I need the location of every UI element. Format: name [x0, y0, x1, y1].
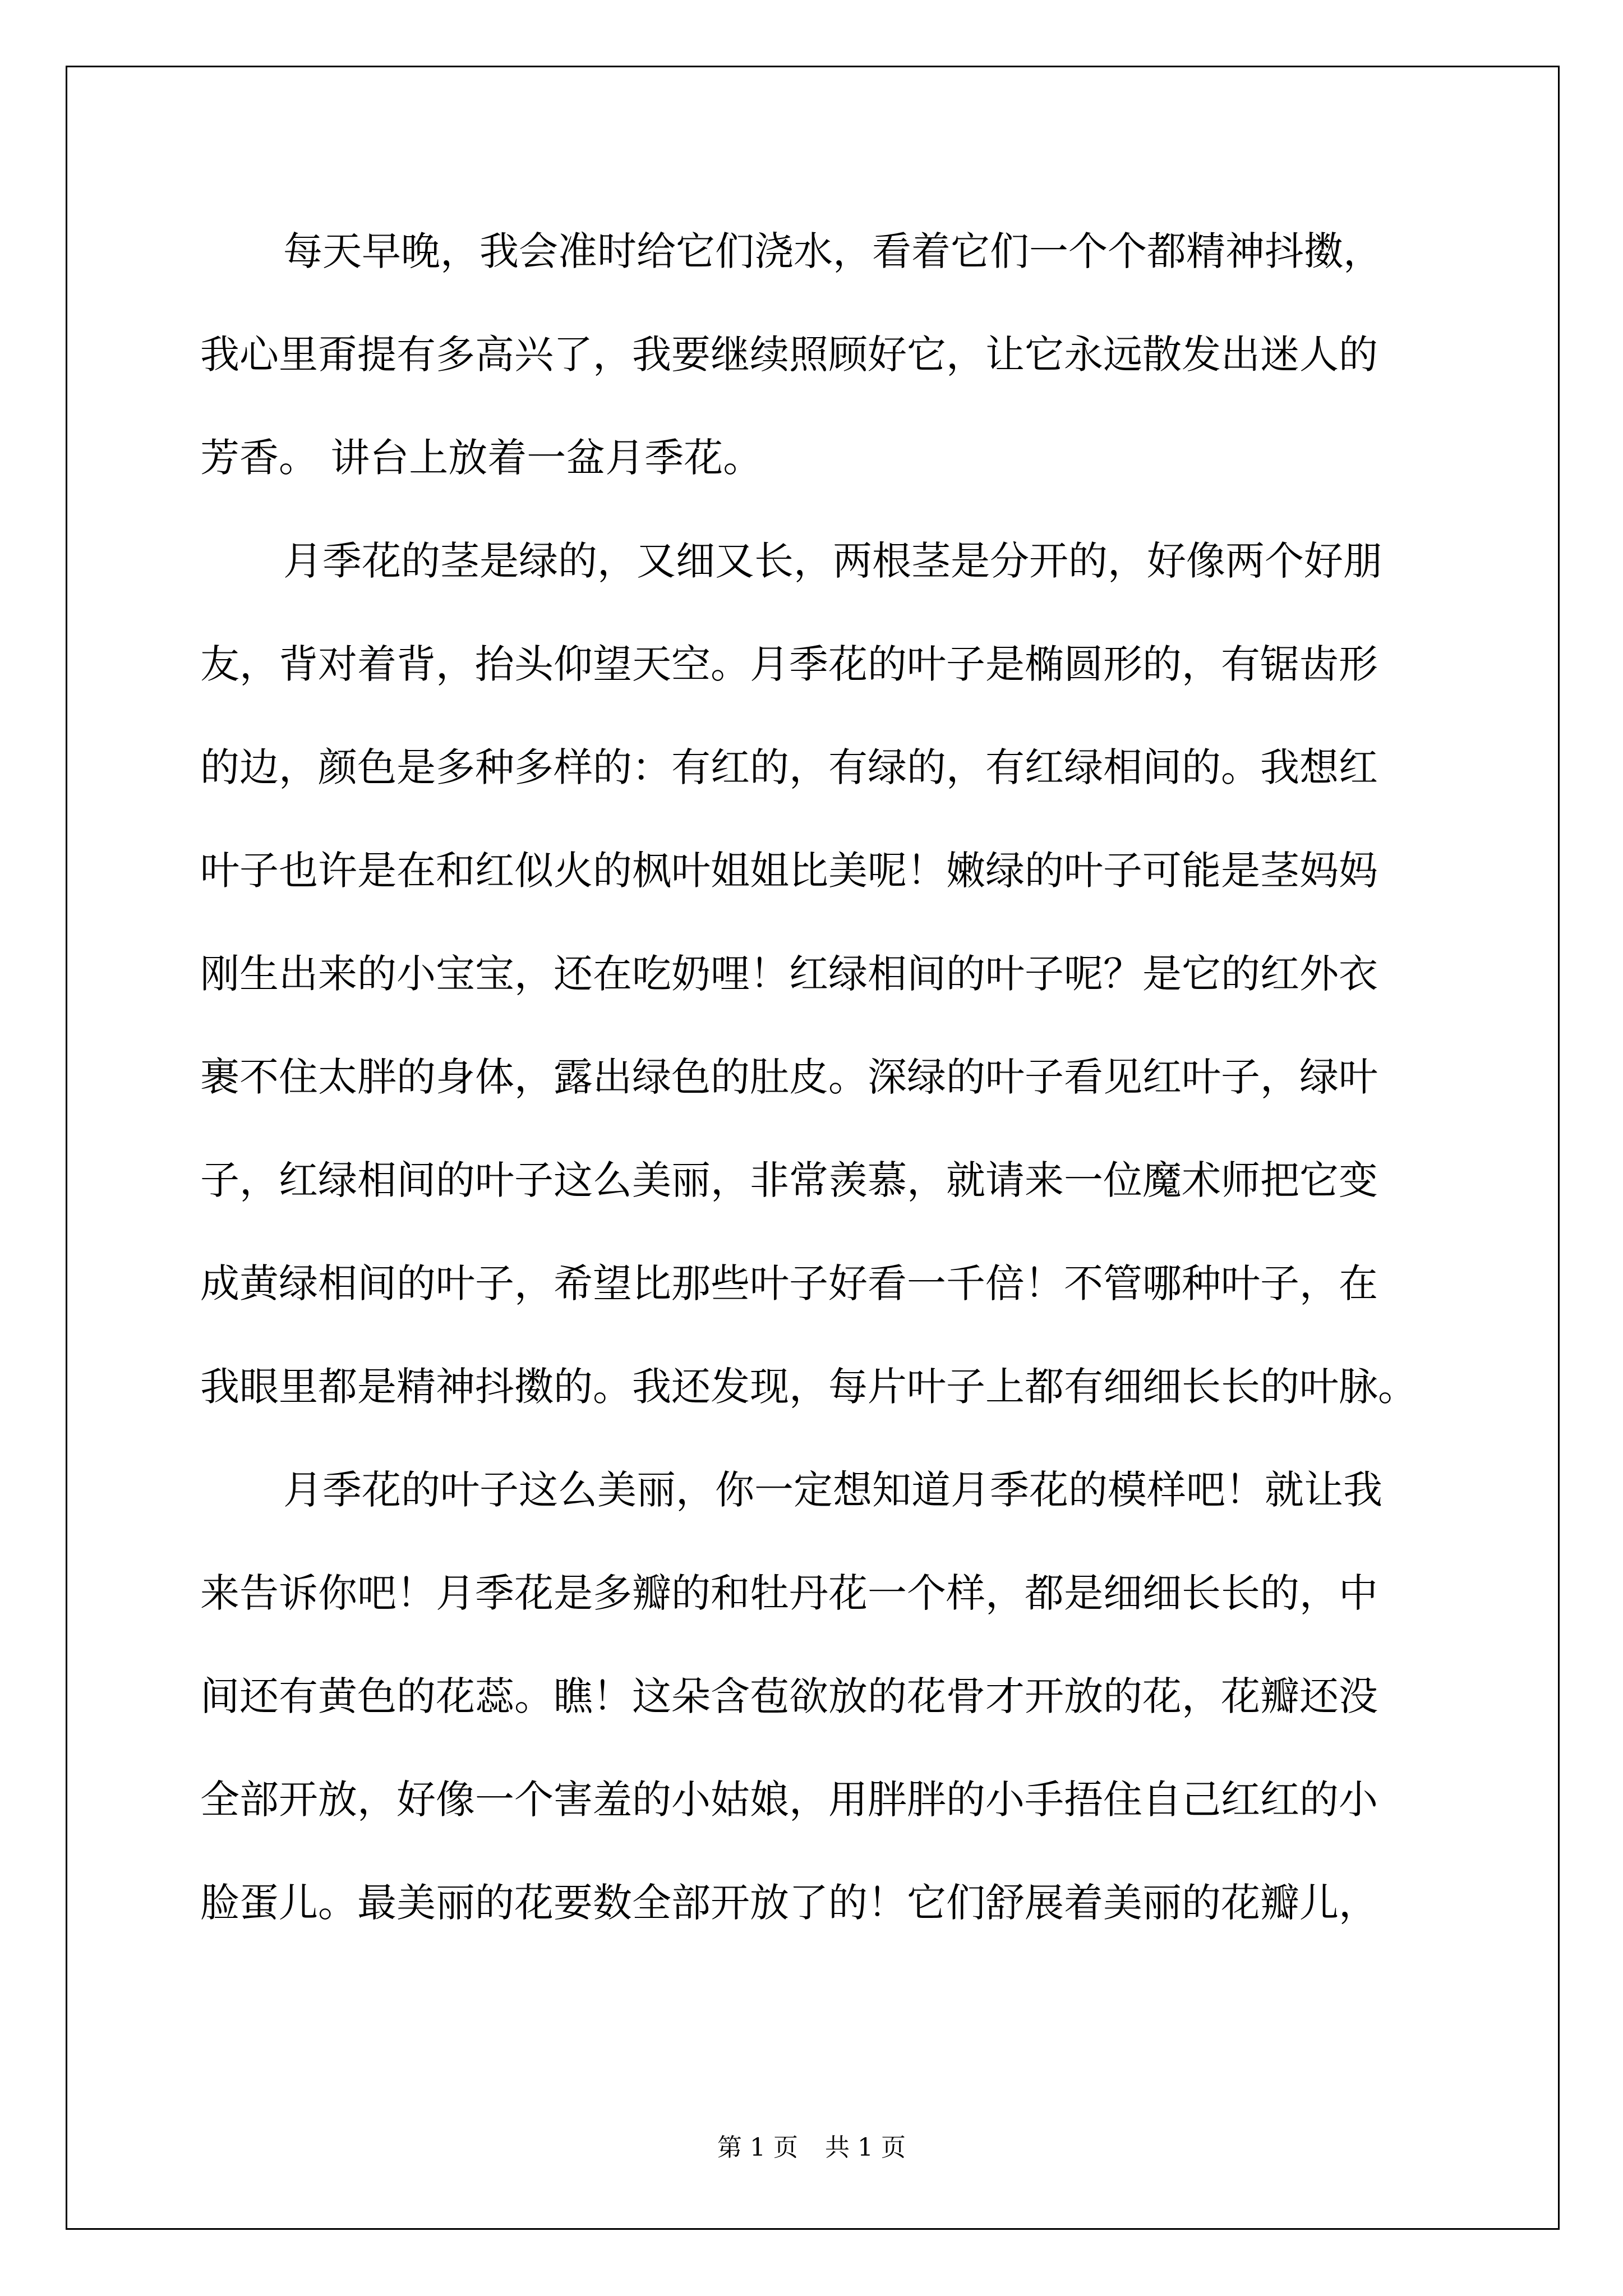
text-line: 芳香。 讲台上放着一盆月季花。: [200, 435, 763, 481]
text-line: 月季花的叶子这么美丽，你一定想知道月季花的模样吧！就让我: [283, 1467, 1382, 1513]
text-line: 来告诉你吧！月季花是多瓣的和牡丹花一个样，都是细细长长的，中: [200, 1570, 1378, 1616]
text-line: 成黄绿相间的叶子，希望比那些叶子好看一千倍！不管哪种叶子，在: [200, 1260, 1378, 1306]
text-line: 子，红绿相间的叶子这么美丽，非常羡慕，就请来一位魔术师把它变: [200, 1157, 1378, 1203]
text-line: 间还有黄色的花蕊。瞧！这朵含苞欲放的花骨才开放的花，花瓣还没: [200, 1673, 1378, 1719]
page-number: 第 1 页: [717, 2133, 798, 2162]
text-line: 的边，颜色是多种多样的：有红的，有绿的，有红绿相间的。我想红: [200, 744, 1378, 790]
text-line: 月季花的茎是绿的，又细又长，两根茎是分开的，好像两个好朋: [283, 538, 1382, 584]
page-footer: [0, 2133, 1623, 2162]
text-line: 我心里甭提有多高兴了，我要继续照顾好它，让它永远散发出迷人的: [200, 332, 1378, 378]
text-line: 刚生出来的小宝宝，还在吃奶哩！红绿相间的叶子呢？是它的红外衣: [200, 951, 1378, 997]
text-line: 脸蛋儿。最美丽的花要数全部开放了的！它们舒展着美丽的花瓣儿，: [200, 1880, 1378, 1926]
text-line: 每天早晚，我会准时给它们浇水，看着它们一个个都精神抖擞，: [283, 228, 1382, 274]
text-line: 我眼里都是精神抖擞的。我还发现，每片叶子上都有细细长长的叶脉。: [200, 1364, 1417, 1410]
text-line: 叶子也许是在和红似火的枫叶姐姐比美呢！嫩绿的叶子可能是茎妈妈: [200, 848, 1378, 894]
text-line: 友，背对着背，抬头仰望天空。月季花的叶子是椭圆形的，有锯齿形: [200, 641, 1378, 687]
page-total: 共 1 页: [825, 2133, 906, 2162]
text-line: 全部开放，好像一个害羞的小姑娘，用胖胖的小手捂住自己红红的小: [200, 1777, 1378, 1823]
text-line: 裹不住太胖的身体，露出绿色的肚皮。深绿的叶子看见红叶子，绿叶: [200, 1054, 1378, 1100]
